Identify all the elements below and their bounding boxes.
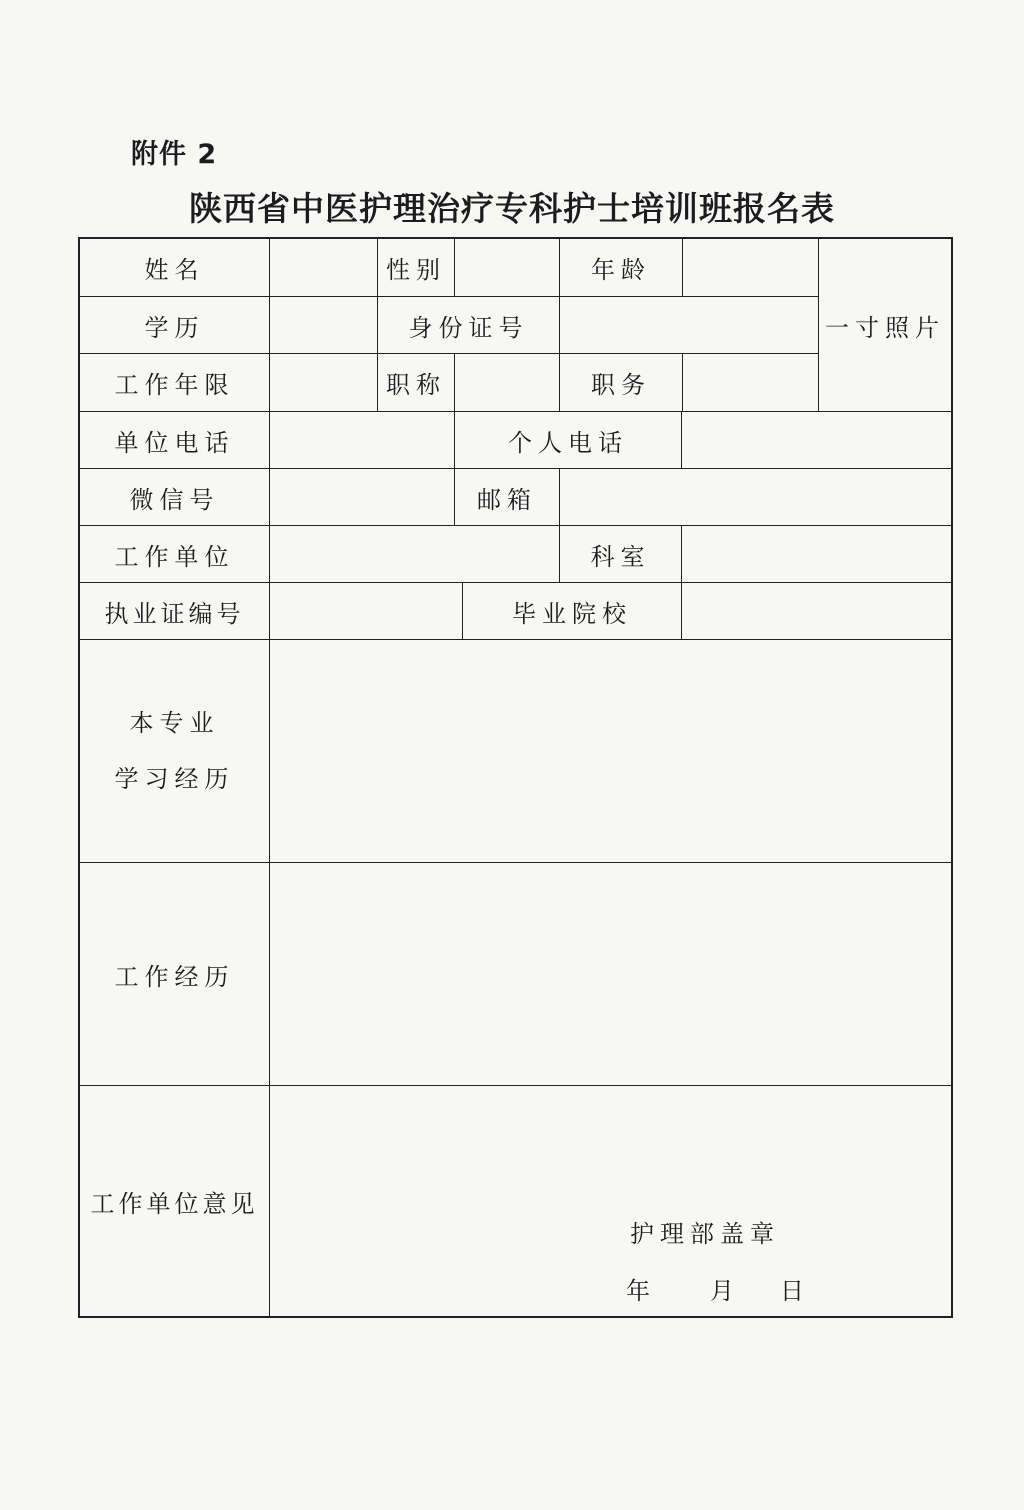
name-field[interactable] [270, 239, 378, 297]
study-history-label [80, 640, 270, 863]
unit-phone-field[interactable] [270, 412, 455, 469]
personal-phone-label: 个人电话 [455, 412, 682, 469]
date-month: 月 [710, 1277, 734, 1305]
wechat-label: 微信号 [80, 469, 270, 526]
work-unit-label: 工作单位 [80, 526, 270, 583]
education-field[interactable] [270, 297, 378, 354]
work-years-label: 工作年限 [80, 354, 270, 412]
unit-phone-label: 单位电话 [80, 412, 270, 469]
work-history-label: 工作经历 [80, 863, 270, 1086]
unit-opinion-label: 工作单位意见 [80, 1086, 270, 1316]
id-number-field[interactable] [560, 297, 819, 354]
date-day: 日 [780, 1277, 804, 1305]
photo-box[interactable]: 一寸照片 [819, 239, 951, 412]
personal-phone-field[interactable] [682, 412, 951, 469]
annex-label: 附件 2 [131, 139, 218, 170]
department-field[interactable] [682, 526, 951, 583]
email-label: 邮箱 [455, 469, 560, 526]
email-field[interactable] [560, 469, 951, 526]
date-year: 年 [626, 1277, 650, 1305]
department-label: 科室 [560, 526, 682, 583]
study-history-field[interactable] [270, 640, 951, 863]
study-history-label-line1: 本专业 [129, 709, 220, 737]
id-number-label: 身份证号 [378, 297, 560, 354]
age-field[interactable] [683, 239, 819, 297]
date-line [626, 1271, 804, 1306]
study-history-label-line2: 学习经历 [114, 765, 235, 793]
name-label: 姓名 [80, 239, 270, 297]
page-title: 陕西省中医护理治疗专科护士培训班报名表 [189, 189, 835, 228]
unit-opinion-field[interactable] [270, 1086, 951, 1316]
school-field[interactable] [682, 583, 951, 640]
gender-label: 性别 [378, 239, 455, 297]
work-years-field[interactable] [270, 354, 378, 412]
title-field[interactable] [455, 354, 560, 412]
position-label: 职务 [560, 354, 683, 412]
gender-field[interactable] [455, 239, 560, 297]
work-unit-field[interactable] [270, 526, 560, 583]
age-label: 年龄 [560, 239, 683, 297]
education-label: 学历 [80, 297, 270, 354]
title-label: 职称 [378, 354, 455, 412]
position-field[interactable] [683, 354, 819, 412]
stamp-label: 护理部盖章 [630, 1220, 780, 1248]
work-history-field[interactable] [270, 863, 951, 1086]
license-number-field[interactable] [270, 583, 463, 640]
school-label: 毕业院校 [463, 583, 682, 640]
wechat-field[interactable] [270, 469, 455, 526]
license-number-label: 执业证编号 [80, 583, 270, 640]
registration-form [78, 237, 953, 1318]
